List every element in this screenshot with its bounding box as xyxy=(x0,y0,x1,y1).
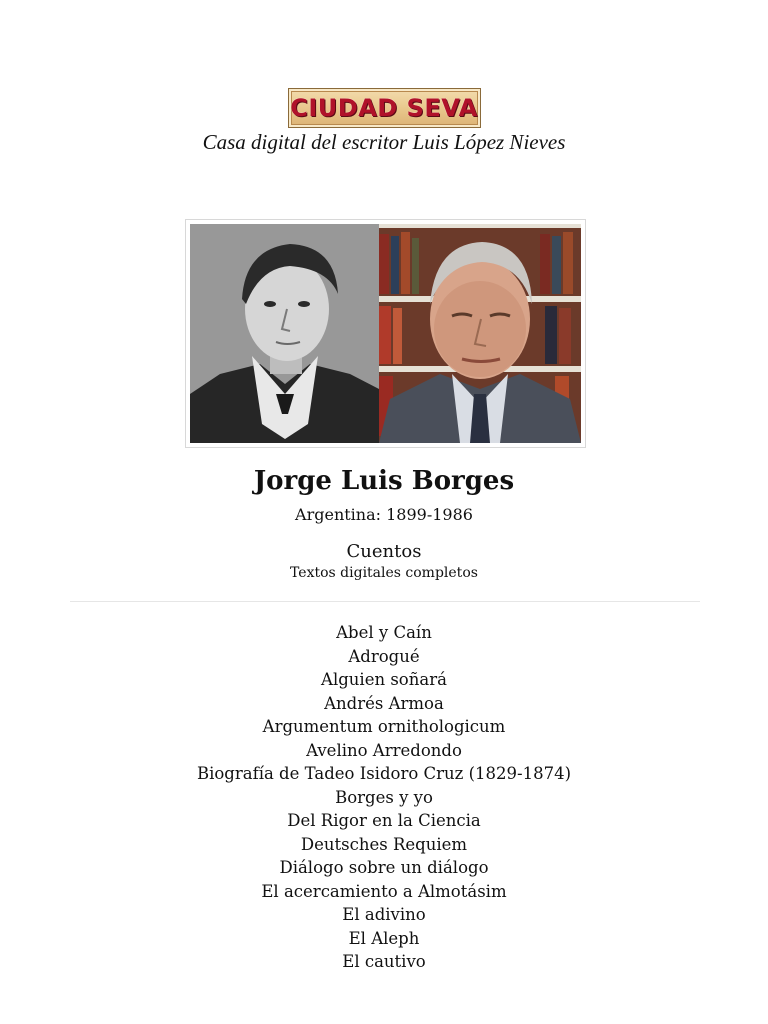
author-origin: Argentina: 1899-1986 xyxy=(295,505,473,524)
author-portrait xyxy=(185,219,586,448)
story-item[interactable] xyxy=(0,692,768,716)
story-item[interactable] xyxy=(0,786,768,810)
story-link[interactable]: El acercamiento a Almotásim xyxy=(261,881,507,901)
story-item[interactable] xyxy=(0,809,768,833)
story-link[interactable]: El adivino xyxy=(342,905,426,924)
site-header xyxy=(0,88,768,155)
story-item[interactable] xyxy=(0,950,768,974)
story-link[interactable]: Andrés Armoa xyxy=(324,693,444,713)
story-item[interactable] xyxy=(0,715,768,739)
story-link[interactable]: El Aleph xyxy=(348,928,420,948)
story-item[interactable] xyxy=(0,833,768,857)
section-subtitle: Textos digitales completos xyxy=(290,565,478,581)
story-link[interactable]: Alguien soñará xyxy=(321,670,447,689)
divider xyxy=(70,601,700,602)
author-name: Jorge Luis Borges xyxy=(253,466,515,496)
story-item[interactable] xyxy=(0,880,768,904)
story-link[interactable]: El cautivo xyxy=(342,952,426,971)
story-list xyxy=(0,621,768,974)
story-item[interactable] xyxy=(0,645,768,669)
story-item[interactable] xyxy=(0,927,768,951)
story-link[interactable]: Borges y yo xyxy=(335,787,433,807)
story-link[interactable]: Del Rigor en la Ciencia xyxy=(287,811,481,830)
story-link[interactable]: Biografía de Tadeo Isidoro Cruz (1829-1874) xyxy=(196,764,572,783)
story-item[interactable] xyxy=(0,621,768,645)
story-item[interactable] xyxy=(0,668,768,692)
author-info xyxy=(0,462,768,582)
story-item[interactable] xyxy=(0,762,768,786)
story-link[interactable]: Deutsches Requiem xyxy=(300,834,468,854)
story-link[interactable]: Avelino Arredondo xyxy=(306,740,462,760)
portrait-image xyxy=(190,224,581,443)
story-item[interactable] xyxy=(0,856,768,880)
story-item[interactable] xyxy=(0,903,768,927)
story-link[interactable]: Argumentum ornithologicum xyxy=(262,717,506,736)
story-link[interactable]: Abel y Caín xyxy=(336,623,432,642)
story-link[interactable]: Diálogo sobre un diálogo xyxy=(279,858,489,877)
story-item[interactable] xyxy=(0,739,768,763)
section-title: Cuentos xyxy=(346,541,422,562)
story-link[interactable]: Adrogué xyxy=(348,646,420,666)
site-tagline: Casa digital del escritor Luis López Nieves xyxy=(202,130,566,154)
logo-text: CIUDAD SEVA xyxy=(290,94,478,122)
site-logo[interactable] xyxy=(288,88,481,128)
